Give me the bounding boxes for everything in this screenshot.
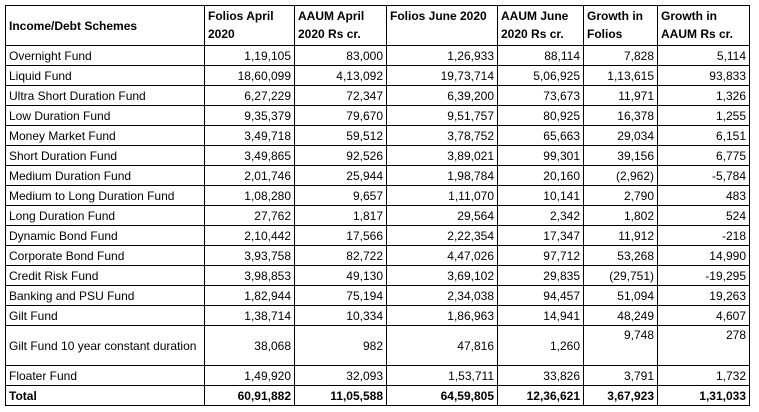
table-cell: (29,751) [584, 266, 658, 286]
table-cell: 29,835 [498, 266, 584, 286]
scheme-name-cell: Overnight Fund [6, 46, 205, 66]
table-cell: 3,93,758 [205, 246, 295, 266]
table-cell: 982 [295, 326, 387, 366]
total-cell: 60,91,882 [205, 386, 295, 406]
table-cell: 1,53,711 [387, 366, 498, 386]
income-debt-schemes-table [5, 5, 750, 406]
table-row [6, 326, 750, 366]
table-cell: 53,268 [584, 246, 658, 266]
scheme-name-cell: Liquid Fund [6, 66, 205, 86]
table-cell: 3,78,752 [387, 126, 498, 146]
table-cell: 72,347 [295, 86, 387, 106]
table-cell: 6,775 [658, 146, 750, 166]
table-cell: 4,47,026 [387, 246, 498, 266]
table-cell: 1,732 [658, 366, 750, 386]
table-cell: 1,82,944 [205, 286, 295, 306]
table-cell: 6,39,200 [387, 86, 498, 106]
table-cell: 1,98,784 [387, 166, 498, 186]
table-cell: 524 [658, 206, 750, 226]
table-cell: 27,762 [205, 206, 295, 226]
table-cell: 49,130 [295, 266, 387, 286]
table-cell: 65,663 [498, 126, 584, 146]
table-cell: 10,141 [498, 186, 584, 206]
table-row [6, 46, 750, 66]
table-cell: 33,826 [498, 366, 584, 386]
table-cell: 79,670 [295, 106, 387, 126]
total-cell: 1,31,033 [658, 386, 750, 406]
table-cell: 4,13,092 [295, 66, 387, 86]
table-cell: 1,49,920 [205, 366, 295, 386]
table-cell: -5,784 [658, 166, 750, 186]
table-cell: 9,657 [295, 186, 387, 206]
scheme-name-cell: Medium to Long Duration Fund [6, 186, 205, 206]
scheme-name-cell: Ultra Short Duration Fund [6, 86, 205, 106]
scheme-name-cell: Short Duration Fund [6, 146, 205, 166]
table-row [6, 306, 750, 326]
table-cell: 19,73,714 [387, 66, 498, 86]
scheme-name-cell: Credit Risk Fund [6, 266, 205, 286]
table-row [6, 146, 750, 166]
scheme-name-cell: Money Market Fund [6, 126, 205, 146]
table-cell: 6,151 [658, 126, 750, 146]
table-cell: 11,971 [584, 86, 658, 106]
table-cell: 2,34,038 [387, 286, 498, 306]
table-row [6, 286, 750, 306]
table-cell: 73,673 [498, 86, 584, 106]
table-cell: -218 [658, 226, 750, 246]
table-cell: 5,06,925 [498, 66, 584, 86]
table-cell: 51,094 [584, 286, 658, 306]
table-cell: 80,925 [498, 106, 584, 126]
table-cell: 1,38,714 [205, 306, 295, 326]
column-header: Growth in Folios [584, 6, 658, 46]
table-cell: 39,156 [584, 146, 658, 166]
table-cell: 1,86,963 [387, 306, 498, 326]
table-row [6, 266, 750, 286]
table-cell: 38,068 [205, 326, 295, 366]
table-cell: 18,60,099 [205, 66, 295, 86]
column-header: Folios June 2020 [387, 6, 498, 46]
table-cell: 99,301 [498, 146, 584, 166]
column-header: AAUM June 2020 Rs cr. [498, 6, 584, 46]
table-cell: 92,526 [295, 146, 387, 166]
table-cell: 1,326 [658, 86, 750, 106]
table-cell: 17,347 [498, 226, 584, 246]
table-row [6, 126, 750, 146]
table-cell: 10,334 [295, 306, 387, 326]
table-cell: 9,748 [584, 326, 658, 366]
table-cell: 29,034 [584, 126, 658, 146]
table-cell: 2,01,746 [205, 166, 295, 186]
table-row [6, 86, 750, 106]
table-cell: 3,98,853 [205, 266, 295, 286]
table-cell: 1,26,933 [387, 46, 498, 66]
table-cell: 4,607 [658, 306, 750, 326]
total-cell: 3,67,923 [584, 386, 658, 406]
table-cell: 14,941 [498, 306, 584, 326]
total-cell: 12,36,621 [498, 386, 584, 406]
scheme-name-cell: Medium Duration Fund [6, 166, 205, 186]
table-row [6, 206, 750, 226]
table-cell: 20,160 [498, 166, 584, 186]
table-cell: 88,114 [498, 46, 584, 66]
column-header: AAUM April 2020 Rs cr. [295, 6, 387, 46]
table-cell: 3,49,718 [205, 126, 295, 146]
scheme-name-cell: Dynamic Bond Fund [6, 226, 205, 246]
table-cell: 83,000 [295, 46, 387, 66]
table-cell: 1,11,070 [387, 186, 498, 206]
table-cell: 278 [658, 326, 750, 366]
table-cell: 1,260 [498, 326, 584, 366]
table-row [6, 226, 750, 246]
table-cell: 82,722 [295, 246, 387, 266]
table-row [6, 366, 750, 386]
scheme-name-cell: Floater Fund [6, 366, 205, 386]
total-row [6, 386, 750, 406]
table-cell: -19,295 [658, 266, 750, 286]
table-cell: 17,566 [295, 226, 387, 246]
table-row [6, 66, 750, 86]
total-cell: 64,59,805 [387, 386, 498, 406]
table-row [6, 186, 750, 206]
table-cell: 1,08,280 [205, 186, 295, 206]
table-cell: 93,833 [658, 66, 750, 86]
table-cell: 2,790 [584, 186, 658, 206]
table-cell: 2,342 [498, 206, 584, 226]
table-cell: 7,828 [584, 46, 658, 66]
table-cell: 9,35,379 [205, 106, 295, 126]
table-cell: 25,944 [295, 166, 387, 186]
scheme-name-cell: Banking and PSU Fund [6, 286, 205, 306]
table-cell: 97,712 [498, 246, 584, 266]
column-header: Income/Debt Schemes [6, 6, 205, 46]
table-cell: 3,89,021 [387, 146, 498, 166]
column-header: Growth in AAUM Rs cr. [658, 6, 750, 46]
table-cell: 94,457 [498, 286, 584, 306]
total-cell: 11,05,588 [295, 386, 387, 406]
table-cell: (2,962) [584, 166, 658, 186]
table-cell: 3,69,102 [387, 266, 498, 286]
table-cell: 2,10,442 [205, 226, 295, 246]
table-cell: 1,19,105 [205, 46, 295, 66]
column-header: Folios April 2020 [205, 6, 295, 46]
table-row [6, 106, 750, 126]
table-cell: 1,255 [658, 106, 750, 126]
table-cell: 6,27,229 [205, 86, 295, 106]
table-cell: 483 [658, 186, 750, 206]
scheme-name-cell: Gilt Fund [6, 306, 205, 326]
table-cell: 9,51,757 [387, 106, 498, 126]
scheme-name-cell: Low Duration Fund [6, 106, 205, 126]
table-cell: 48,249 [584, 306, 658, 326]
scheme-name-cell: Long Duration Fund [6, 206, 205, 226]
table-cell: 29,564 [387, 206, 498, 226]
table-cell: 14,990 [658, 246, 750, 266]
table-cell: 19,263 [658, 286, 750, 306]
table-cell: 47,816 [387, 326, 498, 366]
table-cell: 2,22,354 [387, 226, 498, 246]
table-header-row [6, 6, 750, 46]
table-row [6, 246, 750, 266]
table-cell: 3,49,865 [205, 146, 295, 166]
table-cell: 11,912 [584, 226, 658, 246]
table-cell: 1,13,615 [584, 66, 658, 86]
total-label: Total [6, 386, 205, 406]
table-row [6, 166, 750, 186]
scheme-name-cell: Corporate Bond Fund [6, 246, 205, 266]
table-cell: 16,378 [584, 106, 658, 126]
scheme-name-cell: Gilt Fund 10 year constant duration [6, 326, 205, 366]
table-cell: 32,093 [295, 366, 387, 386]
table-cell: 75,194 [295, 286, 387, 306]
table-cell: 3,791 [584, 366, 658, 386]
table-cell: 59,512 [295, 126, 387, 146]
table-cell: 1,817 [295, 206, 387, 226]
table-cell: 1,802 [584, 206, 658, 226]
table-cell: 5,114 [658, 46, 750, 66]
